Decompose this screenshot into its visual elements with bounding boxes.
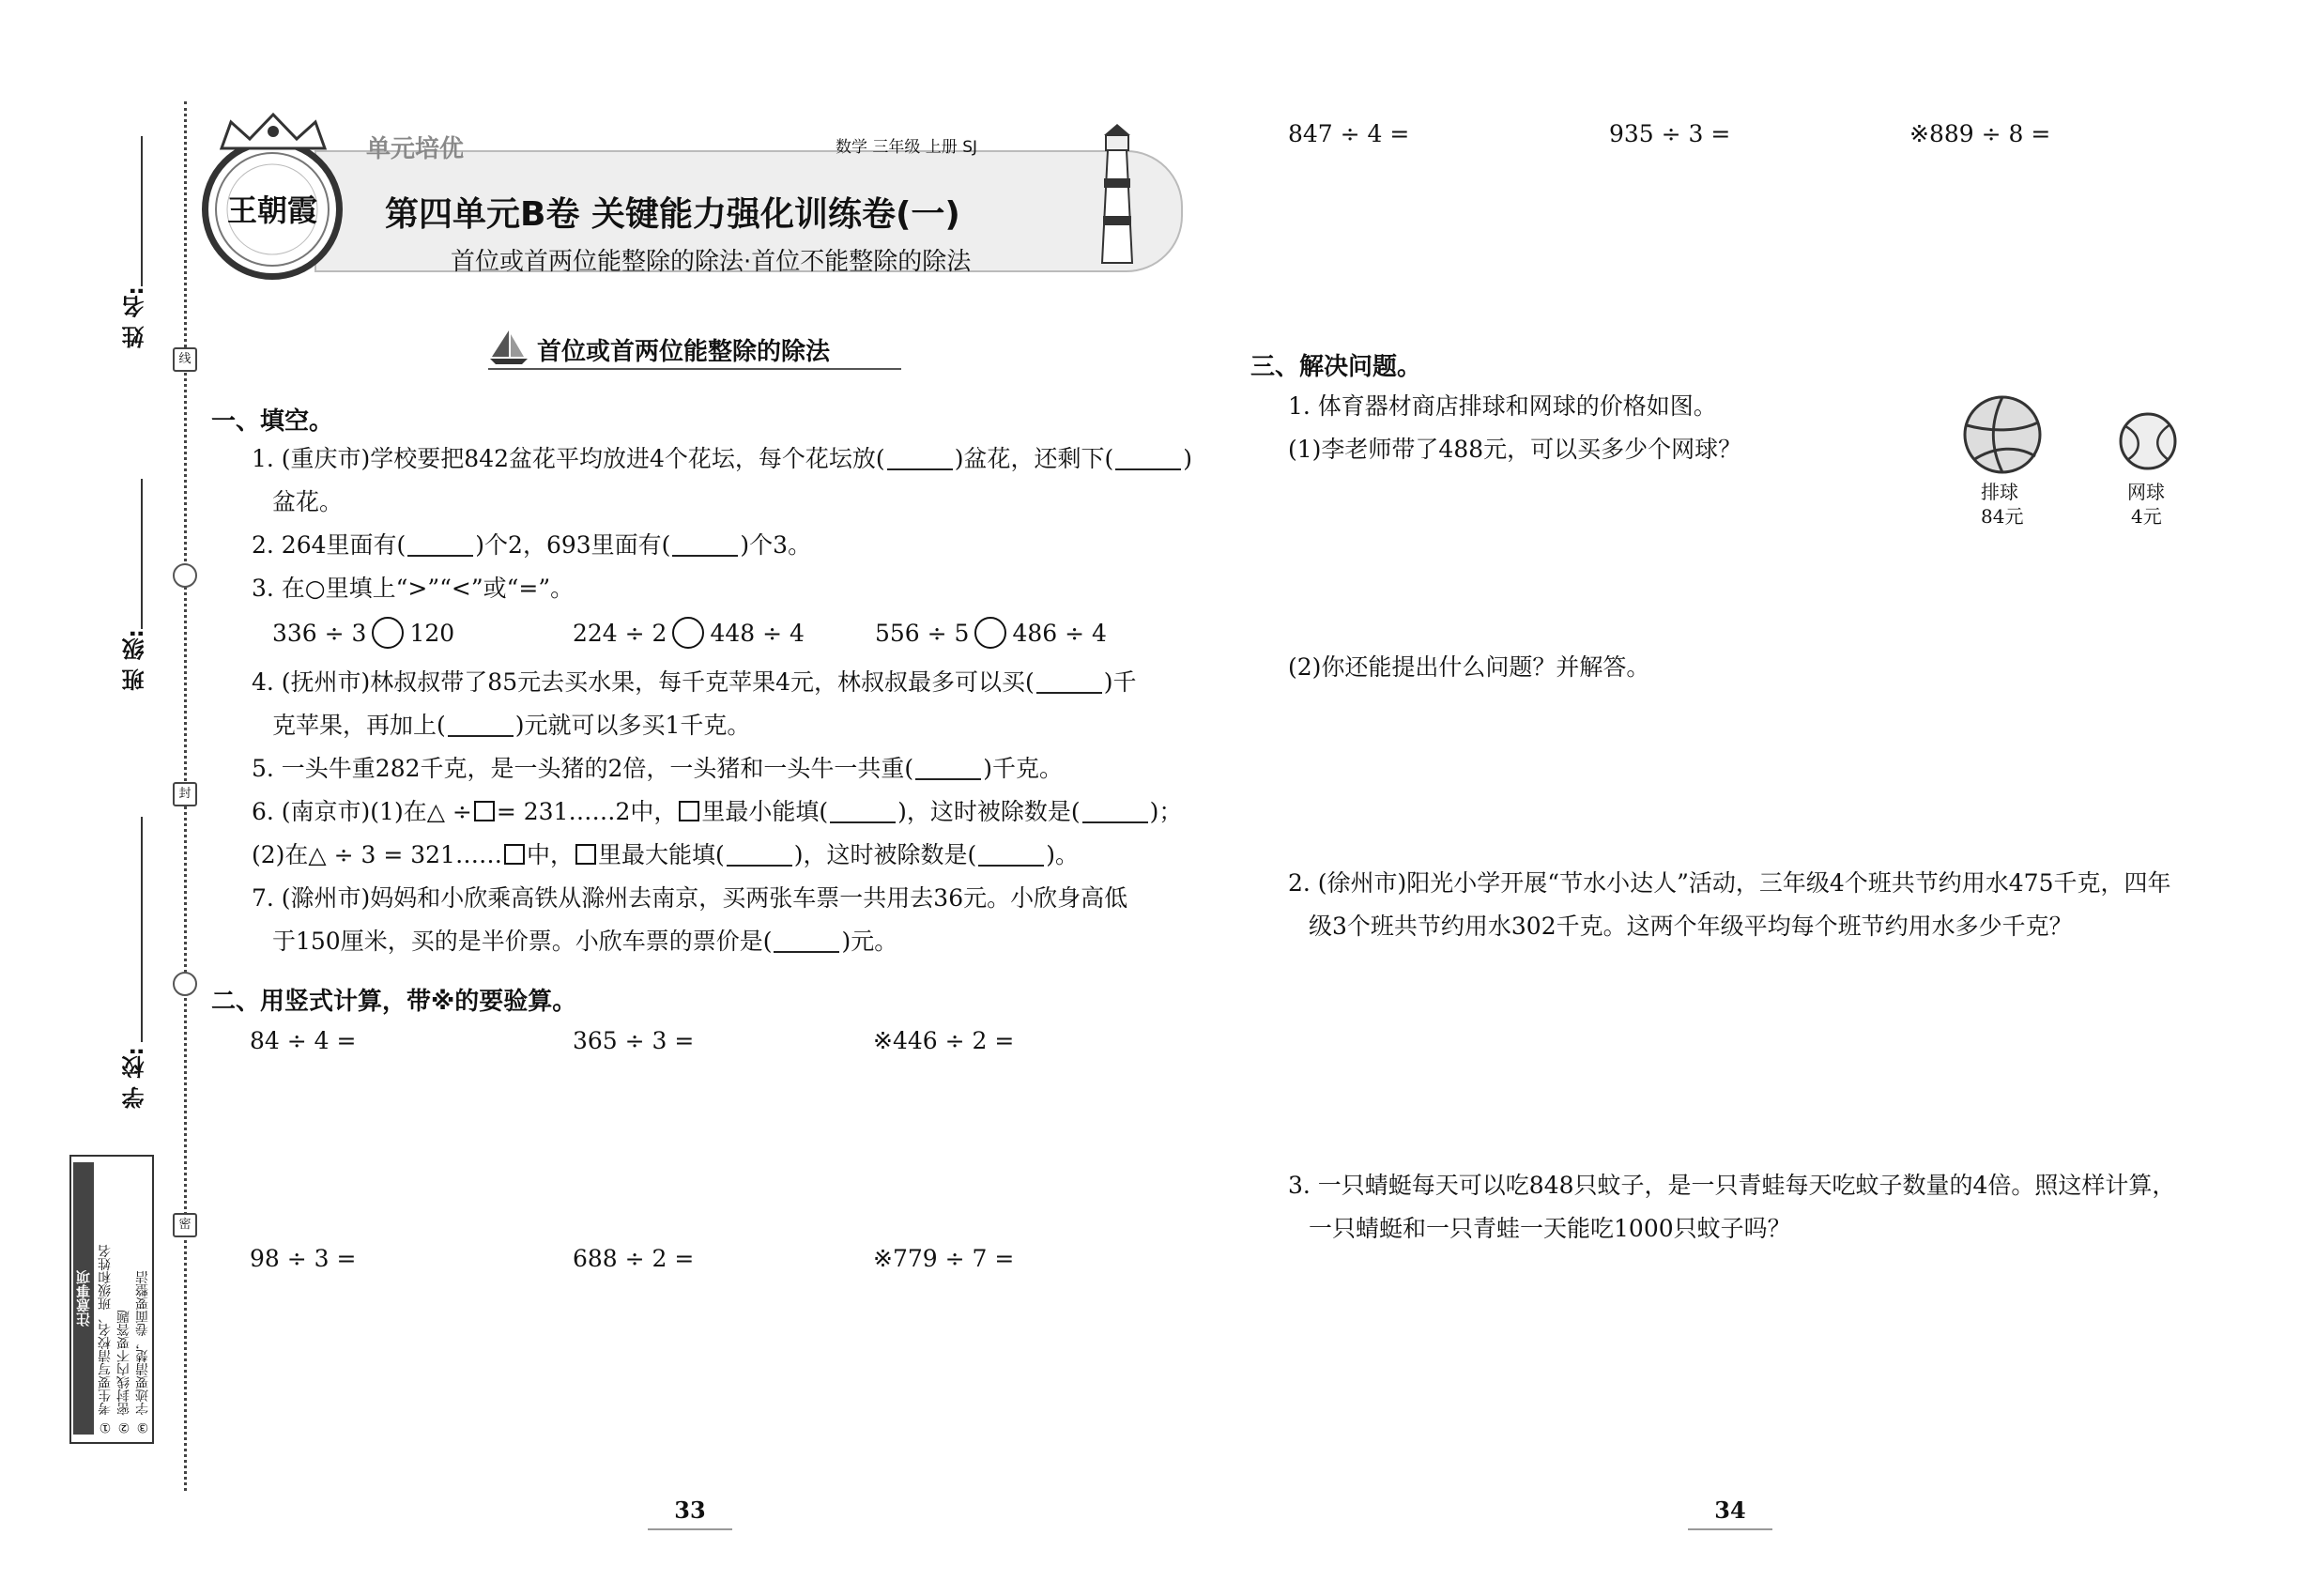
compare-item [573,612,805,655]
question-2 [252,524,811,567]
calc-item: 847 ÷ 4 = [1288,120,1410,147]
q1-text: )盆花，还剩下( [954,445,1114,472]
answer-blank[interactable] [1115,444,1181,470]
q1-continued: 盆花。 [272,488,344,515]
answer-blank[interactable] [407,530,473,557]
q4-text: 克苹果，再加上( [272,712,446,739]
compare-left: 556 ÷ 5 [875,620,970,647]
compare-circle[interactable] [372,617,404,649]
page-number-right: 34 [1714,1496,1746,1524]
problem-1-part1: (1)李老师带了488元，可以买多少个网球？ [1288,436,1742,463]
square-box [474,801,495,821]
q4-text: 4. (抚州市)林叔叔带了85元去买水果，每千克苹果4元，林叔叔最多可以买( [252,668,1035,696]
binding-ring [173,563,197,588]
compare-circle[interactable] [974,617,1006,649]
name-blank-line [141,136,143,286]
compare-right: 448 ÷ 4 [710,620,805,647]
q6-text: )，这时被除数是( [793,841,977,868]
answer-blank[interactable] [978,840,1044,867]
q2-text: )个2，693里面有( [475,531,671,559]
binding-marker-mi: 密 [173,1213,197,1237]
question-3: 3. 在○里填上“>”“<”或“=”。 [252,575,575,602]
q6-text: = 231……2中， [496,798,678,825]
calc-item: ※446 ÷ 2 = [873,1027,1015,1054]
question-7: 7. (滁州市)妈妈和小欣乘高铁从滁州去南京，买两张车票一共用去36元。小欣身高低 [252,884,1128,912]
problem-2: 2. (徐州市)阳光小学开展“节水小达人”活动，三年级4个班共节约用水475千克，四年 [1288,869,2171,897]
q5-text: 5. 一头牛重282千克，是一头猪的2倍，一头猪和一头牛一共重( [252,755,914,782]
problem-3-continued: 一只蜻蜓和一只青蛙一天能吃1000只蚊子吗？ [1309,1215,1791,1242]
q6-text: 里最大能填( [597,841,725,868]
compare-item [875,612,1107,655]
class-label: 班 级: [122,629,148,691]
compare-left: 224 ÷ 2 [573,620,667,647]
q7-text: )元。 [841,928,898,955]
tennis-ball-name: 网球 [2127,481,2165,503]
page-number-left: 33 [674,1496,706,1524]
q7-text: 于150厘米，买的是半价票。小欣车票的票价是( [272,928,773,955]
q5-text: )千克。 [983,755,1063,782]
part1-title: 一、填空。 [211,407,334,436]
crown-icon [212,111,334,154]
question-5 [252,747,1063,790]
q6-text: 里最小能填( [701,798,829,825]
question-4 [252,661,1137,704]
tennis-ball-icon [2118,411,2178,471]
q1-text: ) [1183,445,1192,472]
school-label: 学 校: [122,1047,148,1109]
q2-text: )个3。 [740,531,812,559]
notice-item: ① 考生要写清校名、班级和姓名 [98,1244,113,1435]
calc-item: 935 ÷ 3 = [1609,120,1731,147]
answer-blank[interactable] [774,927,839,953]
section-heading: 首位或首两位能整除的除法 [537,338,831,366]
q6-text: )。 [1046,841,1080,868]
calc-item: ※779 ÷ 7 = [873,1245,1015,1272]
name-label: 姓 名: [122,286,148,348]
lighthouse-icon [1080,122,1155,272]
question-1 [252,437,1192,481]
brand-logo [202,139,343,280]
compare-left: 336 ÷ 3 [272,620,367,647]
problem-1: 1. 体育器材商店排球和网球的价格如图。 [1288,392,1717,420]
page-title: 第四单元B卷 关键能力强化训练卷(一) [385,195,960,234]
answer-blank[interactable] [887,444,953,470]
square-box [575,844,596,865]
volleyball-price: 84元 [1981,505,2024,528]
binding-ring [173,972,197,996]
q4-text: )千 [1103,668,1137,696]
answer-blank[interactable] [1082,797,1148,823]
square-box [504,844,525,865]
page-number-ornament [648,1528,732,1530]
square-box [679,801,699,821]
part3-title: 三、解决问题。 [1250,353,1422,381]
answer-blank[interactable] [915,754,981,780]
brand-name: 王朝霞 [226,192,317,228]
q4-continued [272,704,750,747]
calc-item: 84 ÷ 4 = [250,1027,357,1054]
q2-text: 2. 264里面有( [252,531,406,559]
answer-blank[interactable] [448,711,514,737]
answer-blank[interactable] [1036,668,1102,694]
q6-text: )； [1149,798,1183,825]
q6-text: 中， [526,841,574,868]
sailboat-icon [488,329,529,366]
calc-item: 98 ÷ 3 = [250,1245,357,1272]
answer-blank[interactable] [830,797,896,823]
volleyball-name: 排球 [1981,481,2018,503]
q7-continued [272,920,897,963]
grade-meta: 数学 三年级 上册 SJ [836,138,978,157]
answer-blank[interactable] [672,530,738,557]
q1-text: 1. (重庆市)学校要把842盆花平均放进4个花坛，每个花坛放( [252,445,885,472]
binding-marker-feng: 封 [173,782,197,806]
binding-marker-xian: 线 [173,347,197,372]
page-subtitle: 首位或首两位能整除的除法·首位不能整除的除法 [451,248,972,276]
q6-text: (2)在△ ÷ 3 = 321…… [252,841,502,868]
problem-3: 3. 一只蜻蜓每天可以吃848只蚊子，是一只青蛙每天吃蚊子数量的4倍。照这样计算， [1288,1172,2176,1199]
part2-title: 二、用竖式计算，带※的要验算。 [211,988,577,1016]
answer-blank[interactable] [727,840,792,867]
question-6-part2 [252,834,1079,877]
series-label: 单元培优 [366,135,465,163]
q6-text: )，这时被除数是( [897,798,1081,825]
notice-title: 注意事项 [73,1162,94,1435]
tennis-ball-price: 4元 [2131,505,2162,528]
notice-item: ③ 字迹要清楚，卷面要整洁 [135,1270,150,1435]
volleyball-icon [1962,394,2043,475]
calc-item: ※889 ÷ 8 = [1909,120,2051,147]
compare-item [272,612,454,655]
problem-1-part2: (2)你还能提出什么问题？并解答。 [1288,653,1650,681]
q6-text: 6. (南京市)(1)在△ ÷ [252,798,472,825]
problem-2-continued: 级3个班共节约用水302千克。这两个年级平均每个班节约用水多少千克？ [1309,913,2073,940]
section-heading-underline [488,368,901,370]
class-blank-line [141,479,143,629]
compare-right: 486 ÷ 4 [1012,620,1107,647]
q4-text: )元就可以多买1千克。 [514,712,751,739]
school-blank-line [141,817,143,1042]
notice-box [69,1155,154,1444]
compare-right: 120 [409,620,455,647]
notice-item: ② 密封线内不要答题 [116,1310,131,1435]
question-6 [252,790,1182,834]
compare-circle[interactable] [672,617,704,649]
page-number-ornament [1688,1528,1772,1530]
calc-item: 365 ÷ 3 = [573,1027,695,1054]
calc-item: 688 ÷ 2 = [573,1245,695,1272]
